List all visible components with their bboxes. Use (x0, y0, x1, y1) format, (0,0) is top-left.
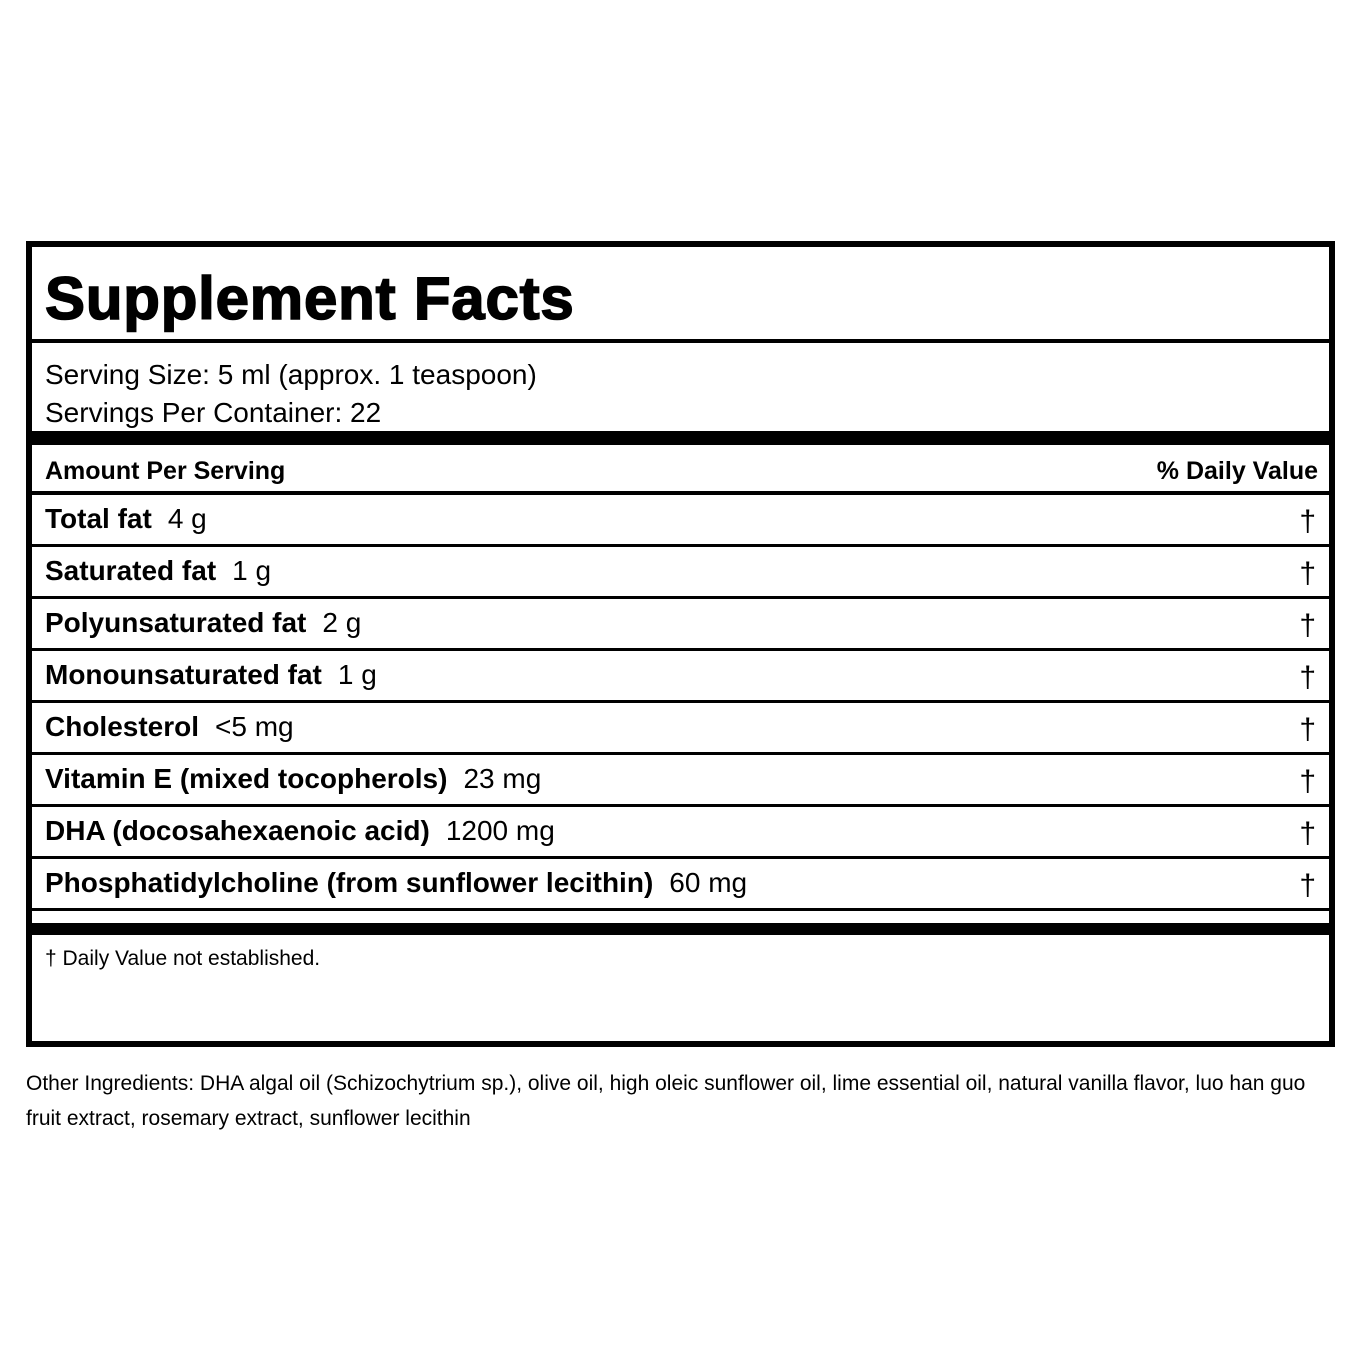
other-ingredients: Other Ingredients: DHA algal oil (Schizochytrium sp.), olive oil, high oleic sunflower oil, lime essential oil, natural vanilla flavor, luo han guo fruit extract, rosemary extract, sunflower lecithin (26, 1072, 1306, 1130)
nutrient-row (32, 859, 1329, 911)
footnote-text: † Daily Value not established. (45, 947, 321, 970)
supplement-facts-panel (26, 241, 1335, 1047)
nutrient-row (32, 651, 1329, 703)
nutrient-name: Monounsaturated fat (45, 659, 322, 690)
column-header-row (32, 445, 1329, 495)
dagger-symbol: † (1299, 661, 1316, 694)
amount-per-serving-header: Amount Per Serving (45, 457, 286, 485)
nutrient-name: Polyunsaturated fat (45, 607, 307, 638)
servings-per-container: Servings Per Container: 22 (45, 397, 382, 428)
nutrient-row (32, 547, 1329, 599)
dagger-symbol: † (1299, 713, 1316, 746)
nutrient-name: DHA (docosahexaenoic acid) (45, 815, 430, 846)
nutrient-amount: 60 mg (669, 867, 748, 898)
title-section (32, 247, 1329, 343)
nutrient-row (32, 755, 1329, 807)
nutrient-amount: 1 g (232, 555, 272, 586)
nutrient-amount: 2 g (322, 607, 362, 638)
nutrient-name: Phosphatidylcholine (from sunflower lecithin) (45, 867, 654, 898)
nutrient-amount: <5 mg (215, 711, 294, 742)
dagger-symbol: † (1299, 557, 1316, 590)
nutrient-name: Saturated fat (45, 555, 217, 586)
nutrient-row (32, 495, 1329, 547)
nutrient-amount: 4 g (167, 503, 207, 534)
dagger-symbol: † (1299, 817, 1316, 850)
nutrient-row (32, 703, 1329, 755)
dagger-symbol: † (1299, 609, 1316, 642)
footnote-section (32, 935, 1329, 1025)
thick-divider (32, 911, 1329, 935)
daily-value-header: % Daily Value (1156, 457, 1318, 485)
dagger-symbol: † (1299, 869, 1316, 902)
nutrient-amount: 1200 mg (445, 815, 555, 846)
dagger-symbol: † (1299, 765, 1316, 798)
serving-info (32, 343, 1329, 445)
serving-size: Serving Size: 5 ml (approx. 1 teaspoon) (45, 359, 537, 390)
nutrient-row (32, 599, 1329, 651)
nutrient-name: Cholesterol (45, 711, 200, 742)
nutrient-amount: 1 g (337, 659, 377, 690)
nutrient-name: Total fat (45, 503, 152, 534)
nutrient-name: Vitamin E (mixed tocopherols) (45, 763, 448, 794)
panel-title: Supplement Facts (45, 265, 575, 332)
nutrient-row (32, 807, 1329, 859)
dagger-symbol: † (1299, 505, 1316, 538)
nutrient-amount: 23 mg (463, 763, 542, 794)
